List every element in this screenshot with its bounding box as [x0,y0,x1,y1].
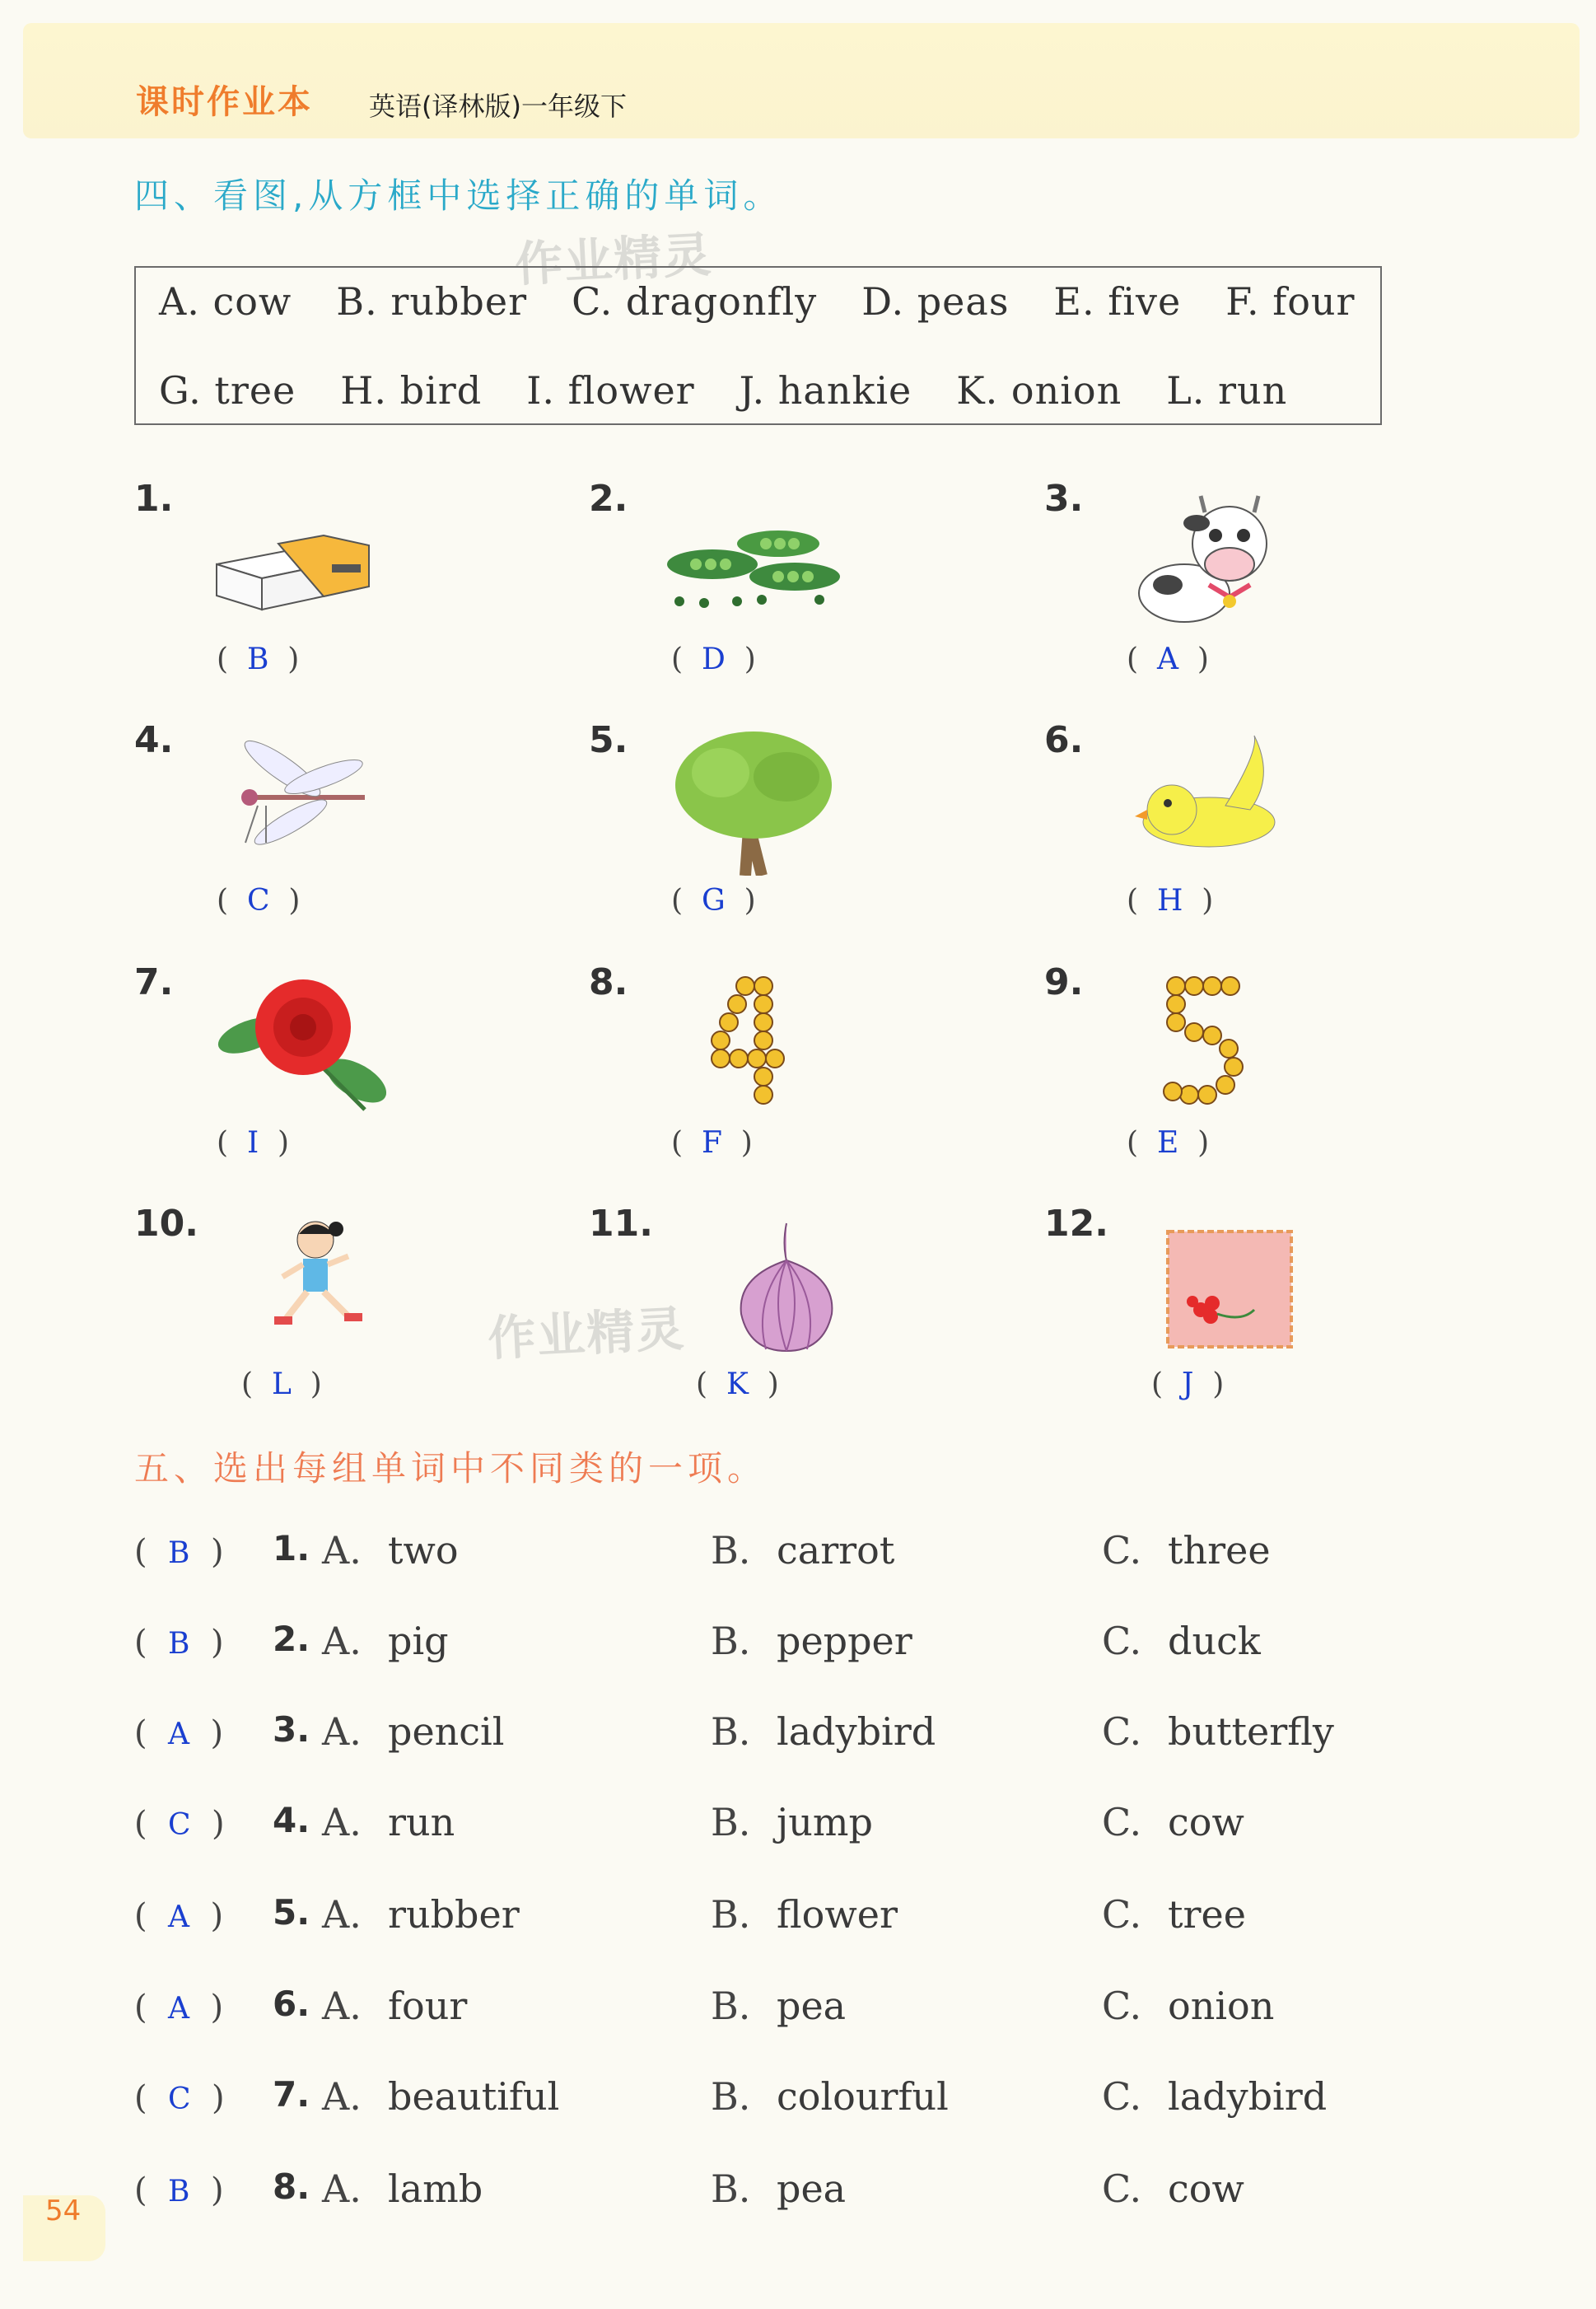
option-b: B. pea [711,2166,847,2211]
question-number: 6. [273,1984,310,2024]
mc-question [134,1984,1452,2041]
option-b: B. jump [711,1800,873,1844]
mc-question [134,1892,1452,1950]
word-option: K. onion [956,368,1122,413]
item-number: 7. [134,961,174,1003]
number-five-beads-icon [1110,970,1308,1118]
picture-item [134,1203,562,1433]
mc-question [134,2074,1452,2132]
answer-letter: B [168,1627,190,1661]
answer-bracket: ( I ) [217,1126,290,1160]
answer-letter: B [246,643,269,676]
option-c: C. cow [1102,2166,1244,2211]
rubber-eraser-icon [200,486,398,634]
peas-icon [655,486,852,634]
item-number: 4. [134,719,174,761]
flower-icon [200,970,398,1118]
answer-letter: E [1156,1126,1179,1160]
picture-item [589,719,1017,950]
item-number: 12. [1044,1203,1108,1245]
item-number: 1. [134,478,174,520]
page-number: 54 [45,2194,82,2227]
picture-item [589,1203,1017,1433]
option-b: B. ladybird [711,1709,936,1754]
answer-bracket: ( A ) [134,1989,224,2026]
word-option: I. flower [526,368,695,413]
option-b: B. flower [711,1892,898,1937]
mc-question [134,2166,1452,2224]
number-four-beads-icon [655,970,852,1118]
word-option: A. cow [159,279,292,324]
answer-bracket: ( B ) [134,1624,224,1662]
answer-bracket: ( G ) [671,884,756,918]
mc-question [134,1619,1452,1676]
section4-title: 四、看图,从方框中选择正确的单词。 [134,175,783,216]
tree-icon [655,727,852,876]
question-number: 8. [273,2166,310,2207]
word-option: E. five [1053,279,1182,324]
brand-title: 课时作业本 [136,83,313,121]
answer-letter: F [701,1126,722,1160]
picture-item [1044,478,1472,708]
word-option: C. dragonfly [572,279,818,324]
answer-letter: C [168,2082,191,2116]
answer-bracket: ( A ) [1127,643,1209,676]
question-number: 4. [273,1800,310,1840]
picture-item [589,478,1017,708]
answer-letter: A [1156,643,1178,676]
answer-bracket: ( A ) [134,1897,224,1935]
option-c: C. cow [1102,1800,1244,1844]
onion-icon [688,1211,885,1359]
picture-item [1044,961,1472,1192]
picture-item [589,961,1017,1192]
answer-letter: A [168,1992,190,2026]
mc-question [134,1528,1452,1586]
item-number: 11. [589,1203,653,1245]
answer-letter: D [701,643,726,676]
item-number: 3. [1044,478,1084,520]
answer-letter: C [168,1808,191,1842]
option-b: B. colourful [711,2074,949,2119]
item-number: 10. [134,1203,198,1245]
option-c: C. onion [1102,1984,1275,2028]
answer-bracket: ( A ) [134,1714,224,1752]
option-a: A. beautiful [322,2074,560,2119]
word-option: L. run [1166,368,1288,413]
answer-letter: J [1181,1367,1194,1401]
option-a: A. rubber [322,1892,520,1937]
answer-bracket: ( C ) [134,2079,225,2117]
question-number: 5. [273,1892,310,1933]
question-number: 2. [273,1619,310,1659]
answer-bracket: ( H ) [1127,884,1214,918]
dragonfly-icon [200,727,398,876]
picture-item [1044,1203,1472,1433]
word-option: H. bird [340,368,483,413]
watermark: 作业精灵 [486,1300,687,1367]
answer-bracket: ( B ) [134,2171,224,2209]
answer-bracket: ( B ) [134,1533,224,1571]
bird-icon [1110,727,1308,876]
mc-question [134,1709,1452,1767]
picture-item [1044,719,1472,950]
answer-letter: L [271,1367,292,1401]
option-a: A. four [322,1984,468,2028]
answer-bracket: ( C ) [134,1805,225,1843]
option-c: C. tree [1102,1892,1246,1937]
answer-letter: K [726,1367,749,1401]
option-a: A. two [322,1528,459,1573]
watermark: 作业精灵 [513,226,714,293]
word-option: D. peas [861,279,1010,324]
option-a: A. pig [322,1619,449,1663]
item-number: 5. [589,719,628,761]
cow-icon [1110,486,1308,634]
picture-item [134,478,562,708]
option-b: B. pepper [711,1619,912,1663]
answer-letter: B [168,1536,190,1570]
answer-letter: A [168,1718,190,1751]
word-option: B. rubber [336,279,528,324]
word-option: J. hankie [739,368,912,413]
answer-letter: A [168,1900,190,1934]
answer-bracket: ( C ) [217,884,301,918]
option-b: B. pea [711,1984,847,2028]
answer-bracket: ( E ) [1127,1126,1210,1160]
item-number: 8. [589,961,628,1003]
answer-bracket: ( F ) [671,1126,753,1160]
picture-item [134,719,562,950]
option-c: C. butterfly [1102,1709,1334,1754]
picture-item [134,961,562,1192]
question-number: 7. [273,2074,310,2115]
answer-letter: H [1156,884,1183,918]
item-number: 9. [1044,961,1084,1003]
mc-question [134,1800,1452,1858]
answer-letter: G [701,884,726,918]
girl-running-icon [225,1211,422,1359]
answer-letter: I [246,1126,259,1160]
hankie-icon [1110,1211,1308,1359]
option-c: C. duck [1102,1619,1261,1663]
answer-bracket: ( J ) [1151,1367,1225,1401]
option-c: C. ladybird [1102,2074,1328,2119]
option-a: A. lamb [322,2166,483,2211]
answer-letter: B [168,2175,190,2209]
answer-letter: C [246,884,270,918]
answer-bracket: ( B ) [217,643,300,676]
option-a: A. run [322,1800,455,1844]
item-number: 6. [1044,719,1084,761]
option-b: B. carrot [711,1528,895,1573]
word-box [134,266,1382,425]
word-row-2 [159,368,1332,413]
question-number: 3. [273,1709,310,1750]
option-a: A. pencil [322,1709,505,1754]
word-row-1 [159,279,1400,324]
answer-bracket: ( D ) [671,643,756,676]
item-number: 2. [589,478,628,520]
word-option: G. tree [159,368,296,413]
section5-title: 五、选出每组单词中不同类的一项。 [134,1448,768,1489]
word-option: F. four [1225,279,1356,324]
book-title: 英语(译林版)一年级下 [369,91,627,122]
option-c: C. three [1102,1528,1271,1573]
answer-bracket: ( L ) [241,1367,322,1401]
answer-bracket: ( K ) [696,1367,779,1401]
question-number: 1. [273,1528,310,1568]
